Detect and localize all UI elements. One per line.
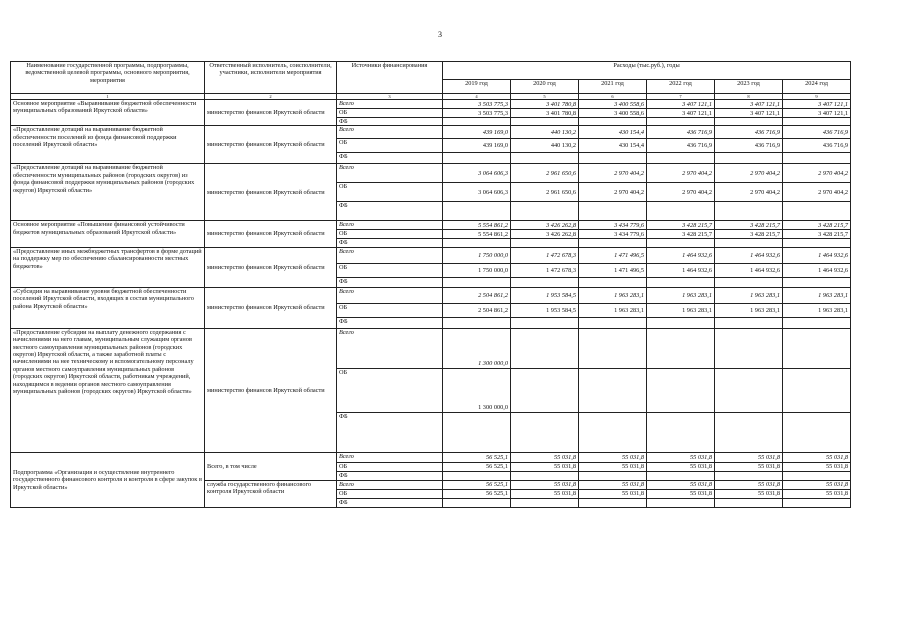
executor-cell: министерство финансов Иркутской области xyxy=(205,221,337,247)
value-cell: 55 031,8 xyxy=(579,462,647,471)
value-cell: 3 503 775,3 xyxy=(443,109,511,118)
value-cell: 55 031,8 xyxy=(783,452,851,462)
value-cell: 55 031,8 xyxy=(511,480,579,489)
value-cell: 439 169,0 xyxy=(443,126,511,139)
funding-source-cell: Всего xyxy=(337,480,443,489)
value-cell xyxy=(715,239,783,247)
funding-source-cell: ФБ xyxy=(337,202,443,221)
funding-source-cell: ФБ xyxy=(337,239,443,247)
value-cell: 1 472 678,3 xyxy=(511,247,579,263)
value-cell: 3 426 262,8 xyxy=(511,221,579,230)
value-cell: 1 963 283,1 xyxy=(579,287,647,303)
value-cell: 436 716,9 xyxy=(783,139,851,153)
header-year: 2024 год xyxy=(783,80,851,94)
value-cell: 3 428 215,7 xyxy=(783,230,851,239)
value-cell: 55 031,8 xyxy=(511,462,579,471)
value-cell: 2 970 404,2 xyxy=(783,183,851,202)
funding-source-cell: ФБ xyxy=(337,118,443,126)
funding-source-cell: ФБ xyxy=(337,277,443,287)
funding-source-cell: ФБ xyxy=(337,317,443,328)
value-cell xyxy=(783,153,851,164)
header-executor: Ответственный исполнитель, соисполнители, участники, исполнители мероприятия xyxy=(205,62,337,94)
value-cell: 55 031,8 xyxy=(715,452,783,462)
header-year: 2020 год xyxy=(511,80,579,94)
funding-source-cell: ФБ xyxy=(337,153,443,164)
executor-cell: министерство финансов Иркутской области xyxy=(205,100,337,126)
value-cell: 3 407 121,1 xyxy=(647,100,715,109)
value-cell xyxy=(647,202,715,221)
value-cell xyxy=(579,239,647,247)
value-cell: 430 154,4 xyxy=(579,139,647,153)
program-name-cell: «Предоставление дотаций на выравнивание бюджетной обеспеченности муниципальных районов (городских округов) из фонда финансовой поддержки муниципальных районов (городских округов) Иркутской области» xyxy=(11,164,205,221)
value-cell: 1 953 584,5 xyxy=(511,287,579,303)
value-cell: 2 504 861,2 xyxy=(443,303,511,317)
column-number: 9 xyxy=(783,94,851,100)
value-cell: 56 525,1 xyxy=(443,489,511,498)
value-cell xyxy=(579,317,647,328)
header-name: Наименование государственной программы, подпрограммы, ведомственной целевой программы, основного мероприятия, мероприятия xyxy=(11,62,205,94)
value-cell: 1 750 000,0 xyxy=(443,263,511,277)
value-cell: 55 031,8 xyxy=(715,489,783,498)
table-row xyxy=(11,126,851,139)
value-cell: 55 031,8 xyxy=(783,489,851,498)
funding-source-cell: Всего xyxy=(337,126,443,139)
value-cell xyxy=(715,317,783,328)
value-cell: 1 464 932,6 xyxy=(715,263,783,277)
value-cell xyxy=(715,118,783,126)
value-cell: 55 031,8 xyxy=(783,480,851,489)
column-number: 2 xyxy=(205,94,337,100)
value-cell xyxy=(579,328,647,368)
value-cell xyxy=(579,471,647,480)
value-cell xyxy=(443,498,511,507)
value-cell: 55 031,8 xyxy=(783,462,851,471)
program-name-cell: Основное мероприятие «Повышение финансовой устойчивости бюджетов муниципальных образований Иркутской области» xyxy=(11,221,205,247)
table-row xyxy=(11,221,851,230)
table-body xyxy=(11,100,851,508)
value-cell: 55 031,8 xyxy=(579,480,647,489)
value-cell: 1 750 000,0 xyxy=(443,247,511,263)
value-cell xyxy=(511,118,579,126)
value-cell: 55 031,8 xyxy=(647,489,715,498)
value-cell: 3 428 215,7 xyxy=(647,221,715,230)
value-cell: 5 554 861,2 xyxy=(443,221,511,230)
header-source: Источники финансирования xyxy=(337,62,443,94)
funding-source-cell: ОБ xyxy=(337,303,443,317)
value-cell xyxy=(511,153,579,164)
funding-source-cell: ОБ xyxy=(337,263,443,277)
value-cell xyxy=(647,118,715,126)
value-cell xyxy=(783,471,851,480)
funding-source-cell: ФБ xyxy=(337,471,443,480)
value-cell xyxy=(783,277,851,287)
value-cell xyxy=(647,498,715,507)
value-cell: 1 464 932,6 xyxy=(647,263,715,277)
value-cell: 3 401 780,8 xyxy=(511,109,579,118)
table-row xyxy=(11,247,851,263)
funding-source-cell: Всего xyxy=(337,100,443,109)
value-cell: 2 504 861,2 xyxy=(443,287,511,303)
column-number: 8 xyxy=(715,94,783,100)
value-cell xyxy=(715,471,783,480)
value-cell xyxy=(783,412,851,452)
funding-source-cell: ОБ xyxy=(337,462,443,471)
column-number: 4 xyxy=(443,94,511,100)
value-cell xyxy=(715,328,783,368)
value-cell xyxy=(443,277,511,287)
value-cell: 5 554 861,2 xyxy=(443,230,511,239)
funding-source-cell: Всего xyxy=(337,221,443,230)
program-name-cell: «Предоставление субсидии на выплату денежного содержания с начислениями на него главам, муниципальным служащим органов местного самоуправления муниципальных районов (городских округов) Иркутской области, а также заработной платы с начислениями на нее техническому и вспомогательному персоналу органов местного самоуправления муниципальных районов (городских округов) Иркутской области, работникам учреждений, находящимся в ведении органов местного самоуправления муниципальных районов (городских округов) Иркутской области» xyxy=(11,328,205,452)
value-cell xyxy=(511,498,579,507)
value-cell xyxy=(579,118,647,126)
value-cell: 436 716,9 xyxy=(647,139,715,153)
value-cell: 1 963 283,1 xyxy=(579,303,647,317)
value-cell: 2 970 404,2 xyxy=(715,164,783,183)
value-cell: 3 428 215,7 xyxy=(647,230,715,239)
program-name-cell: Основное мероприятие «Выравнивание бюджетной обеспеченности муниципальных образований Иркутской области» xyxy=(11,100,205,126)
value-cell: 3 064 606,3 xyxy=(443,183,511,202)
funding-source-cell: ОБ xyxy=(337,489,443,498)
value-cell xyxy=(443,118,511,126)
value-cell: 1 963 283,1 xyxy=(783,303,851,317)
value-cell: 55 031,8 xyxy=(511,452,579,462)
value-cell xyxy=(443,317,511,328)
value-cell: 55 031,8 xyxy=(715,462,783,471)
value-cell xyxy=(511,277,579,287)
program-name-cell: «Субсидия на выравнивание уровня бюджетной обеспеченности поселений Иркутской области, входящих в состав муниципального района Иркутской области» xyxy=(11,287,205,328)
value-cell: 2 970 404,2 xyxy=(783,164,851,183)
value-cell: 1 963 283,1 xyxy=(715,287,783,303)
value-cell: 1 464 932,6 xyxy=(647,247,715,263)
value-cell: 3 407 121,1 xyxy=(715,109,783,118)
table-row xyxy=(11,164,851,183)
header-year: 2023 год xyxy=(715,80,783,94)
value-cell xyxy=(511,328,579,368)
value-cell: 1 464 932,6 xyxy=(715,247,783,263)
value-cell: 3 064 606,3 xyxy=(443,164,511,183)
funding-source-cell: ФБ xyxy=(337,412,443,452)
value-cell: 1 963 283,1 xyxy=(783,287,851,303)
value-cell: 56 525,1 xyxy=(443,452,511,462)
value-cell xyxy=(511,202,579,221)
funding-source-cell: ОБ xyxy=(337,183,443,202)
value-cell xyxy=(647,153,715,164)
budget-table xyxy=(10,61,851,508)
funding-source-cell: ОБ xyxy=(337,139,443,153)
header-expenses: Расходы (тыс.руб.), годы xyxy=(443,62,851,80)
header-year: 2022 год xyxy=(647,80,715,94)
header-year: 2019 год xyxy=(443,80,511,94)
value-cell xyxy=(647,239,715,247)
value-cell xyxy=(647,328,715,368)
executor-cell: служба государственного финансового контроля Иркутской области xyxy=(205,480,337,507)
value-cell xyxy=(579,368,647,412)
value-cell: 55 031,8 xyxy=(715,480,783,489)
funding-source-cell: Всего xyxy=(337,287,443,303)
value-cell xyxy=(783,239,851,247)
value-cell: 3 434 779,6 xyxy=(579,230,647,239)
value-cell xyxy=(579,412,647,452)
value-cell xyxy=(715,202,783,221)
value-cell: 436 716,9 xyxy=(715,126,783,139)
value-cell: 56 525,1 xyxy=(443,462,511,471)
value-cell xyxy=(647,277,715,287)
value-cell: 1 963 283,1 xyxy=(647,287,715,303)
value-cell xyxy=(443,471,511,480)
value-cell xyxy=(715,153,783,164)
table-row xyxy=(11,287,851,303)
value-cell: 1 963 283,1 xyxy=(715,303,783,317)
executor-cell: министерство финансов Иркутской области xyxy=(205,126,337,164)
funding-source-cell: ФБ xyxy=(337,498,443,507)
value-cell: 55 031,8 xyxy=(647,452,715,462)
value-cell: 439 169,0 xyxy=(443,139,511,153)
value-cell: 3 407 121,1 xyxy=(783,100,851,109)
value-cell xyxy=(511,317,579,328)
value-cell: 1 953 584,5 xyxy=(511,303,579,317)
value-cell: 430 154,4 xyxy=(579,126,647,139)
value-cell xyxy=(579,498,647,507)
value-cell xyxy=(647,368,715,412)
value-cell xyxy=(647,317,715,328)
value-cell: 3 400 558,6 xyxy=(579,100,647,109)
value-cell: 1 300 000,0 xyxy=(443,368,511,412)
value-cell: 3 426 262,8 xyxy=(511,230,579,239)
value-cell xyxy=(715,498,783,507)
value-cell xyxy=(443,153,511,164)
value-cell xyxy=(647,471,715,480)
value-cell xyxy=(715,412,783,452)
value-cell xyxy=(511,239,579,247)
value-cell xyxy=(511,471,579,480)
value-cell xyxy=(647,412,715,452)
executor-cell: министерство финансов Иркутской области xyxy=(205,328,337,452)
funding-source-cell: Всего xyxy=(337,247,443,263)
header-year: 2021 год xyxy=(579,80,647,94)
value-cell: 440 130,2 xyxy=(511,126,579,139)
value-cell: 1 471 496,5 xyxy=(579,263,647,277)
table-row xyxy=(11,328,851,368)
value-cell xyxy=(783,498,851,507)
value-cell xyxy=(511,412,579,452)
value-cell xyxy=(715,368,783,412)
funding-source-cell: Всего xyxy=(337,452,443,462)
page-number: 3 xyxy=(438,30,442,39)
executor-cell: министерство финансов Иркутской области xyxy=(205,287,337,328)
value-cell: 3 503 775,3 xyxy=(443,100,511,109)
value-cell: 2 970 404,2 xyxy=(579,183,647,202)
program-name-cell: Подпрограмма «Организация и осуществление внутреннего государственного финансового контроля и контроля в сфере закупок в Иркутской области» xyxy=(11,452,205,507)
value-cell: 3 428 215,7 xyxy=(783,221,851,230)
value-cell: 2 961 650,6 xyxy=(511,183,579,202)
value-cell: 436 716,9 xyxy=(647,126,715,139)
value-cell: 55 031,8 xyxy=(647,480,715,489)
value-cell: 1 464 932,6 xyxy=(783,247,851,263)
value-cell xyxy=(715,277,783,287)
funding-source-cell: ОБ xyxy=(337,368,443,412)
value-cell: 55 031,8 xyxy=(579,452,647,462)
value-cell xyxy=(579,277,647,287)
value-cell xyxy=(443,202,511,221)
table-row xyxy=(11,100,851,109)
value-cell: 3 434 779,6 xyxy=(579,221,647,230)
value-cell: 3 428 215,7 xyxy=(715,230,783,239)
value-cell xyxy=(579,153,647,164)
value-cell xyxy=(783,317,851,328)
funding-source-cell: Всего xyxy=(337,328,443,368)
column-number: 5 xyxy=(511,94,579,100)
column-number: 3 xyxy=(337,94,443,100)
program-name-cell: «Предоставление иных межбюджетных трансфертов в форме дотаций на поддержку мер по обеспечению сбалансированности местных бюджетов» xyxy=(11,247,205,287)
value-cell xyxy=(511,368,579,412)
value-cell: 3 407 121,1 xyxy=(647,109,715,118)
value-cell: 1 963 283,1 xyxy=(647,303,715,317)
value-cell: 436 716,9 xyxy=(783,126,851,139)
value-cell xyxy=(443,239,511,247)
value-cell: 2 961 650,6 xyxy=(511,164,579,183)
value-cell: 56 525,1 xyxy=(443,480,511,489)
executor-cell: Всего, в том числе xyxy=(205,452,337,480)
value-cell: 3 428 215,7 xyxy=(715,221,783,230)
value-cell: 436 716,9 xyxy=(715,139,783,153)
value-cell: 55 031,8 xyxy=(647,462,715,471)
value-cell: 2 970 404,2 xyxy=(647,183,715,202)
column-number: 1 xyxy=(11,94,205,100)
value-cell xyxy=(443,412,511,452)
value-cell xyxy=(783,328,851,368)
value-cell: 3 401 780,8 xyxy=(511,100,579,109)
value-cell: 3 407 121,1 xyxy=(783,109,851,118)
column-number: 6 xyxy=(579,94,647,100)
value-cell xyxy=(579,202,647,221)
executor-cell: министерство финансов Иркутской области xyxy=(205,164,337,221)
program-name-cell: «Предоставление дотаций на выравнивание бюджетной обеспеченности поселений из фонда финансовой поддержки поселений Иркутской области» xyxy=(11,126,205,164)
value-cell: 3 407 121,1 xyxy=(715,100,783,109)
value-cell: 1 471 496,5 xyxy=(579,247,647,263)
value-cell: 2 970 404,2 xyxy=(715,183,783,202)
value-cell: 1 472 678,3 xyxy=(511,263,579,277)
value-cell: 55 031,8 xyxy=(579,489,647,498)
value-cell xyxy=(783,118,851,126)
value-cell xyxy=(783,368,851,412)
value-cell: 2 970 404,2 xyxy=(579,164,647,183)
value-cell: 1 300 000,0 xyxy=(443,328,511,368)
value-cell: 3 400 558,6 xyxy=(579,109,647,118)
value-cell: 440 130,2 xyxy=(511,139,579,153)
column-number: 7 xyxy=(647,94,715,100)
funding-source-cell: ОБ xyxy=(337,109,443,118)
funding-source-cell: ОБ xyxy=(337,230,443,239)
executor-cell: министерство финансов Иркутской области xyxy=(205,247,337,287)
value-cell: 2 970 404,2 xyxy=(647,164,715,183)
value-cell: 1 464 932,6 xyxy=(783,263,851,277)
value-cell xyxy=(783,202,851,221)
table-row xyxy=(11,452,851,462)
value-cell: 55 031,8 xyxy=(511,489,579,498)
funding-source-cell: Всего xyxy=(337,164,443,183)
